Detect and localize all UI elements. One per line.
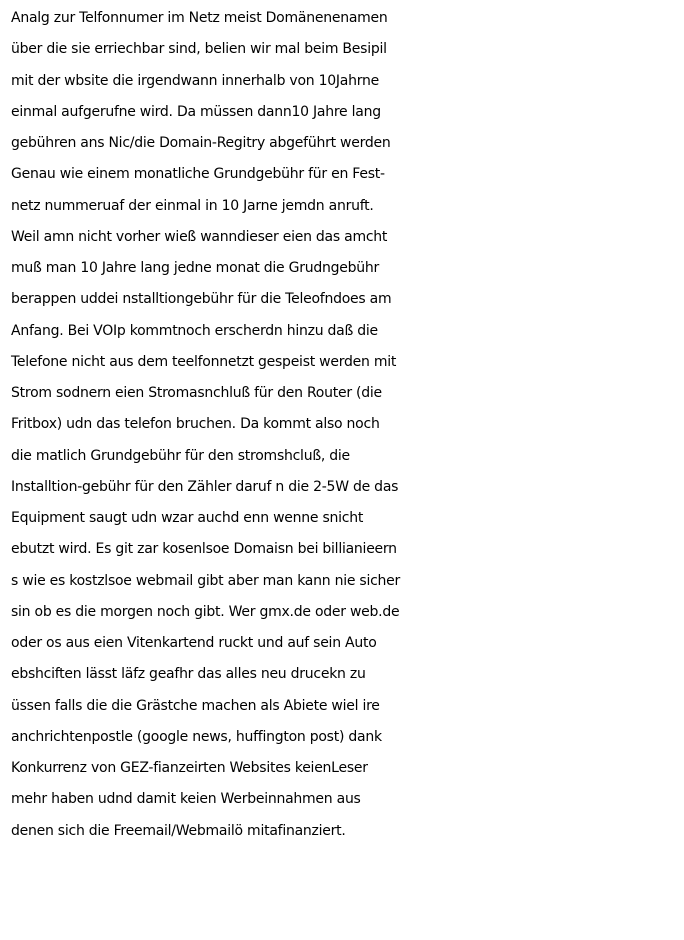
text-line: Analg zur Telfonnumer im Netz meist Domänenenamen <box>11 10 388 26</box>
text-line: Genau wie einem monatliche Grundgebühr für en Fest- <box>11 166 385 183</box>
text-line: muß man 10 Jahre lang jedne monat die Grudngebühr <box>11 260 379 276</box>
body-text <box>11 3 683 847</box>
text-line: üssen falls die die Grästche machen als Abiete wiel ire <box>11 697 380 714</box>
text-line: Equipment saugt udn wzar auchd enn wenne snicht <box>11 510 364 526</box>
text-line: Konkurrenz von GEZ-fianzeirten Websites keienLeser <box>11 760 368 776</box>
text-line: netz nummeruaf der einmal in 10 Jarne jemdn anruft. <box>11 197 374 214</box>
text-line: mehr haben udnd damit keien Werbeinnahmen aus <box>11 791 361 808</box>
text-line: gebühren ans Nic/die Domain-Regitry abgeführt werden <box>11 135 391 151</box>
text-line: ebutzt wird. Es git zar kosenlsoe Domaisn bei billianieern <box>11 541 397 558</box>
text-line: denen sich die Freemail/Webmailö mitafinanziert. <box>11 822 346 839</box>
text-line: Fritbox) udn das telefon bruchen. Da kommt also noch <box>11 416 380 433</box>
text-line: die matlich Grundgebühr für den stromshcluß, die <box>11 447 350 464</box>
text-line: berappen uddei nstalltiongebühr für die Teleofndoes am <box>11 291 392 308</box>
text-line: Installtion-gebühr für den Zähler daruf n die 2-5W de das <box>11 478 399 495</box>
text-line: s wie es kostzlsoe webmail gibt aber man kann nie sicher <box>11 572 401 589</box>
text-line: ebshciften lässt läfz geafhr das alles neu drucekn zu <box>11 666 366 683</box>
text-line: sin ob es die morgen noch gibt. Wer gmx.de oder web.de <box>11 603 400 620</box>
text-line: mit der wbsite die irgendwann innerhalb von 10Jahrne <box>11 72 379 89</box>
text-line: anchrichtenpostle (google news, huffington post) dank <box>11 728 382 745</box>
text-line: Weil amn nicht vorher wieß wanndieser eien das amcht <box>11 228 388 245</box>
text-line: über die sie erriechbar sind, belien wir mal beim Besipil <box>11 41 387 58</box>
text-line: einmal aufgerufne wird. Da müssen dann10 Jahre lang <box>11 103 381 120</box>
text-line: oder os aus eien Vitenkartend ruckt und auf sein Auto <box>11 635 377 651</box>
text-line: Strom sodnern eien Stromasnchluß für den Router (die <box>11 385 382 401</box>
text-line: Telefone nicht aus dem teelfonnetzt gespeist werden mit <box>11 353 397 370</box>
text-line: Anfang. Bei VOIp kommtnoch erscherdn hinzu daß die <box>11 322 378 339</box>
